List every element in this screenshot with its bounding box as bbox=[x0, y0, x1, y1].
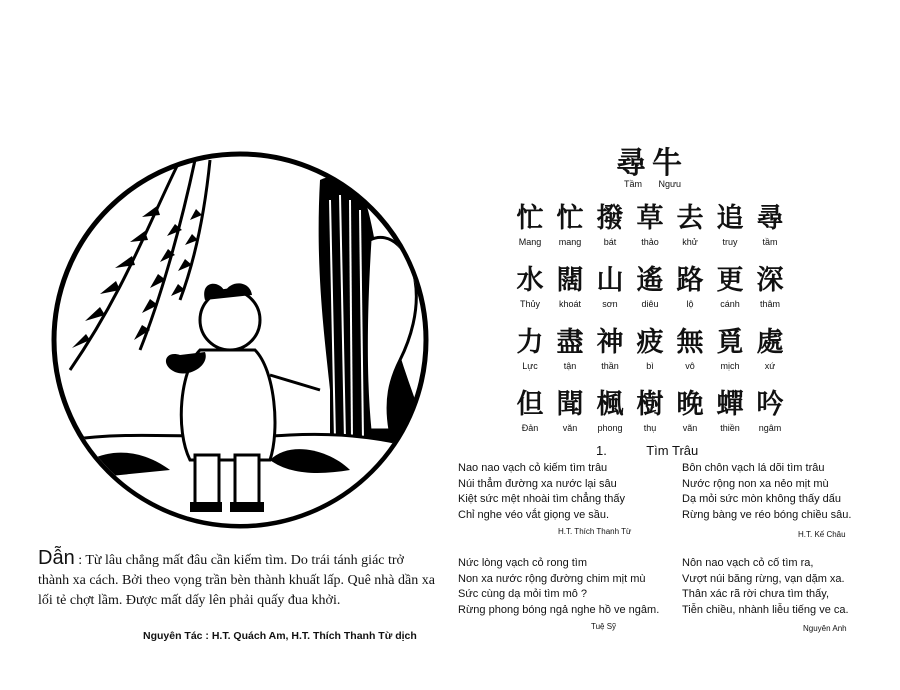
caption-authors: Nguyên Tác : H.T. Quách Am, H.T. Thích Thanh Từ dịch bbox=[143, 630, 417, 642]
verse-line: Rừng phong bóng ngả nghe hồ ve ngâm. bbox=[458, 603, 660, 616]
viet-word: Mang bbox=[518, 237, 542, 247]
translation-verse bbox=[682, 461, 851, 523]
verse-line: Nức lòng vạch cỏ rong tìm bbox=[458, 557, 588, 569]
han-char: 疲 bbox=[636, 327, 664, 358]
viet-word: Thủy bbox=[519, 299, 540, 309]
han-char: 忙 bbox=[516, 203, 544, 234]
viet-word: vô bbox=[685, 361, 695, 371]
han-char: 尋 bbox=[756, 203, 784, 234]
han-char: 忙 bbox=[556, 203, 584, 234]
translation-verse bbox=[682, 556, 849, 618]
caption-label: Dẫn bbox=[38, 547, 75, 569]
han-char: 更 bbox=[716, 265, 744, 296]
han-char: 草 bbox=[636, 203, 664, 234]
verse-line: Sức cùng dạ mỏi tìm mô ? bbox=[458, 588, 588, 600]
viet-word: thụ bbox=[643, 423, 657, 433]
viet-word: khoát bbox=[558, 299, 582, 309]
han-row bbox=[510, 382, 810, 420]
verse-line: Tiễn chiều, nhành liễu tiếng ve ca. bbox=[682, 603, 849, 616]
han-char: 撥 bbox=[596, 203, 624, 234]
han-char: 闊 bbox=[556, 265, 584, 296]
verse-author: H.T. Thích Thanh Từ bbox=[558, 527, 632, 536]
viet-word: thiền bbox=[720, 423, 740, 433]
han-row bbox=[510, 320, 810, 358]
viet-word: mang bbox=[558, 237, 582, 247]
han-char: 晚 bbox=[676, 389, 704, 420]
han-row bbox=[510, 258, 810, 296]
section-title: Tìm Trâu bbox=[646, 443, 699, 458]
han-char: 水 bbox=[516, 265, 544, 296]
viet-word: phong bbox=[597, 423, 623, 433]
viet-word: văn bbox=[562, 423, 578, 433]
han-char: 路 bbox=[676, 265, 704, 296]
title-viet: Tầm Ngưu bbox=[624, 179, 682, 189]
han-char: 楓 bbox=[596, 389, 624, 420]
han-char: 蟬 bbox=[716, 389, 744, 420]
verse-author: Tuệ Sỹ bbox=[591, 622, 617, 631]
han-row bbox=[510, 196, 810, 234]
han-char: 吟 bbox=[756, 389, 784, 420]
han-poem bbox=[510, 196, 810, 444]
han-char: 神 bbox=[596, 327, 624, 358]
han-char: 覓 bbox=[716, 327, 744, 358]
verse-line: Rừng bàng ve réo bóng chiều sâu. bbox=[682, 508, 852, 521]
intro-caption bbox=[38, 547, 438, 642]
viet-word: thần bbox=[601, 361, 619, 371]
verse-line: Bôn chôn vạch lá dõi tìm trâu bbox=[682, 462, 825, 474]
verse-line: Nước rộng non xa nẻo mịt mù bbox=[682, 477, 829, 490]
viet-word: bì bbox=[646, 361, 654, 371]
viet-word: bát bbox=[603, 237, 617, 247]
han-char: 去 bbox=[676, 203, 704, 234]
viet-word: cánh bbox=[720, 299, 740, 309]
verse-line: Nao nao vạch cỏ kiếm tìm trâu bbox=[458, 462, 608, 474]
translation-verse bbox=[458, 461, 625, 523]
viet-word: mịch bbox=[720, 361, 740, 371]
section-number: 1. bbox=[596, 443, 607, 458]
viet-word: sơn bbox=[602, 299, 618, 309]
han-char: 力 bbox=[516, 327, 544, 358]
verse-line: Kiệt sức mệt nhoài tìm chẳng thấy bbox=[458, 493, 625, 505]
section-heading bbox=[596, 443, 698, 458]
han-char: 盡 bbox=[556, 327, 584, 358]
title-han: 尋牛 bbox=[616, 146, 688, 181]
viet-word: truy bbox=[722, 237, 738, 247]
verse-line: Chỉ nghe véo vắt giọng ve sầu. bbox=[458, 508, 610, 521]
verse-line: Thân xác rã rời chưa tìm thấy, bbox=[682, 588, 830, 600]
caption-text: : Từ lâu chẳng mất đâu cần kiếm tìm. Do trái tánh giác trở thành xa cách. Bởi theo vọng trần bèn thành khuất lấp. Quê nhà dần xa lối tẻ chợt lầm. Được mất dấy lên phải quấy đua khởi. bbox=[38, 553, 435, 608]
woodcut-illustration bbox=[30, 140, 450, 540]
verse-line: Dạ mỏi sức mòn không thấy dấu bbox=[682, 493, 842, 505]
verse-line: Non xa nước rộng đường chim mịt mù bbox=[458, 572, 646, 585]
viet-word: lộ bbox=[686, 299, 694, 309]
viet-word: tầm bbox=[762, 237, 778, 247]
translation-verse bbox=[458, 556, 659, 618]
viet-word: xứ bbox=[764, 361, 776, 371]
han-char: 山 bbox=[596, 265, 624, 296]
han-char: 追 bbox=[716, 203, 744, 234]
verse-line: Nôn nao vạch cỏ cố tìm ra, bbox=[682, 557, 814, 569]
han-char: 但 bbox=[516, 389, 544, 420]
verse-author: Nguyên Anh bbox=[803, 624, 847, 633]
viet-word: Lực bbox=[522, 361, 538, 371]
verse-author: H.T. Kế Châu bbox=[798, 530, 846, 539]
verse-line: Vượt núi băng rừng, vạn dặm xa. bbox=[682, 572, 845, 585]
viet-word: diêu bbox=[641, 299, 659, 309]
viet-word: ngâm bbox=[758, 423, 782, 433]
han-char: 遙 bbox=[636, 265, 664, 296]
viet-word: khử bbox=[682, 237, 698, 247]
han-char: 聞 bbox=[556, 389, 584, 420]
han-char: 樹 bbox=[636, 389, 664, 420]
viet-word: thảo bbox=[641, 237, 659, 247]
viet-word: tận bbox=[563, 361, 577, 371]
han-char: 無 bbox=[676, 327, 704, 358]
verse-line: Núi thẳm đường xa nước lại sâu bbox=[458, 477, 617, 490]
viet-word: vãn bbox=[682, 423, 698, 433]
han-char: 處 bbox=[756, 327, 784, 358]
viet-word: thâm bbox=[759, 299, 780, 309]
han-char: 深 bbox=[756, 265, 784, 296]
viet-word: Đản bbox=[521, 423, 539, 433]
